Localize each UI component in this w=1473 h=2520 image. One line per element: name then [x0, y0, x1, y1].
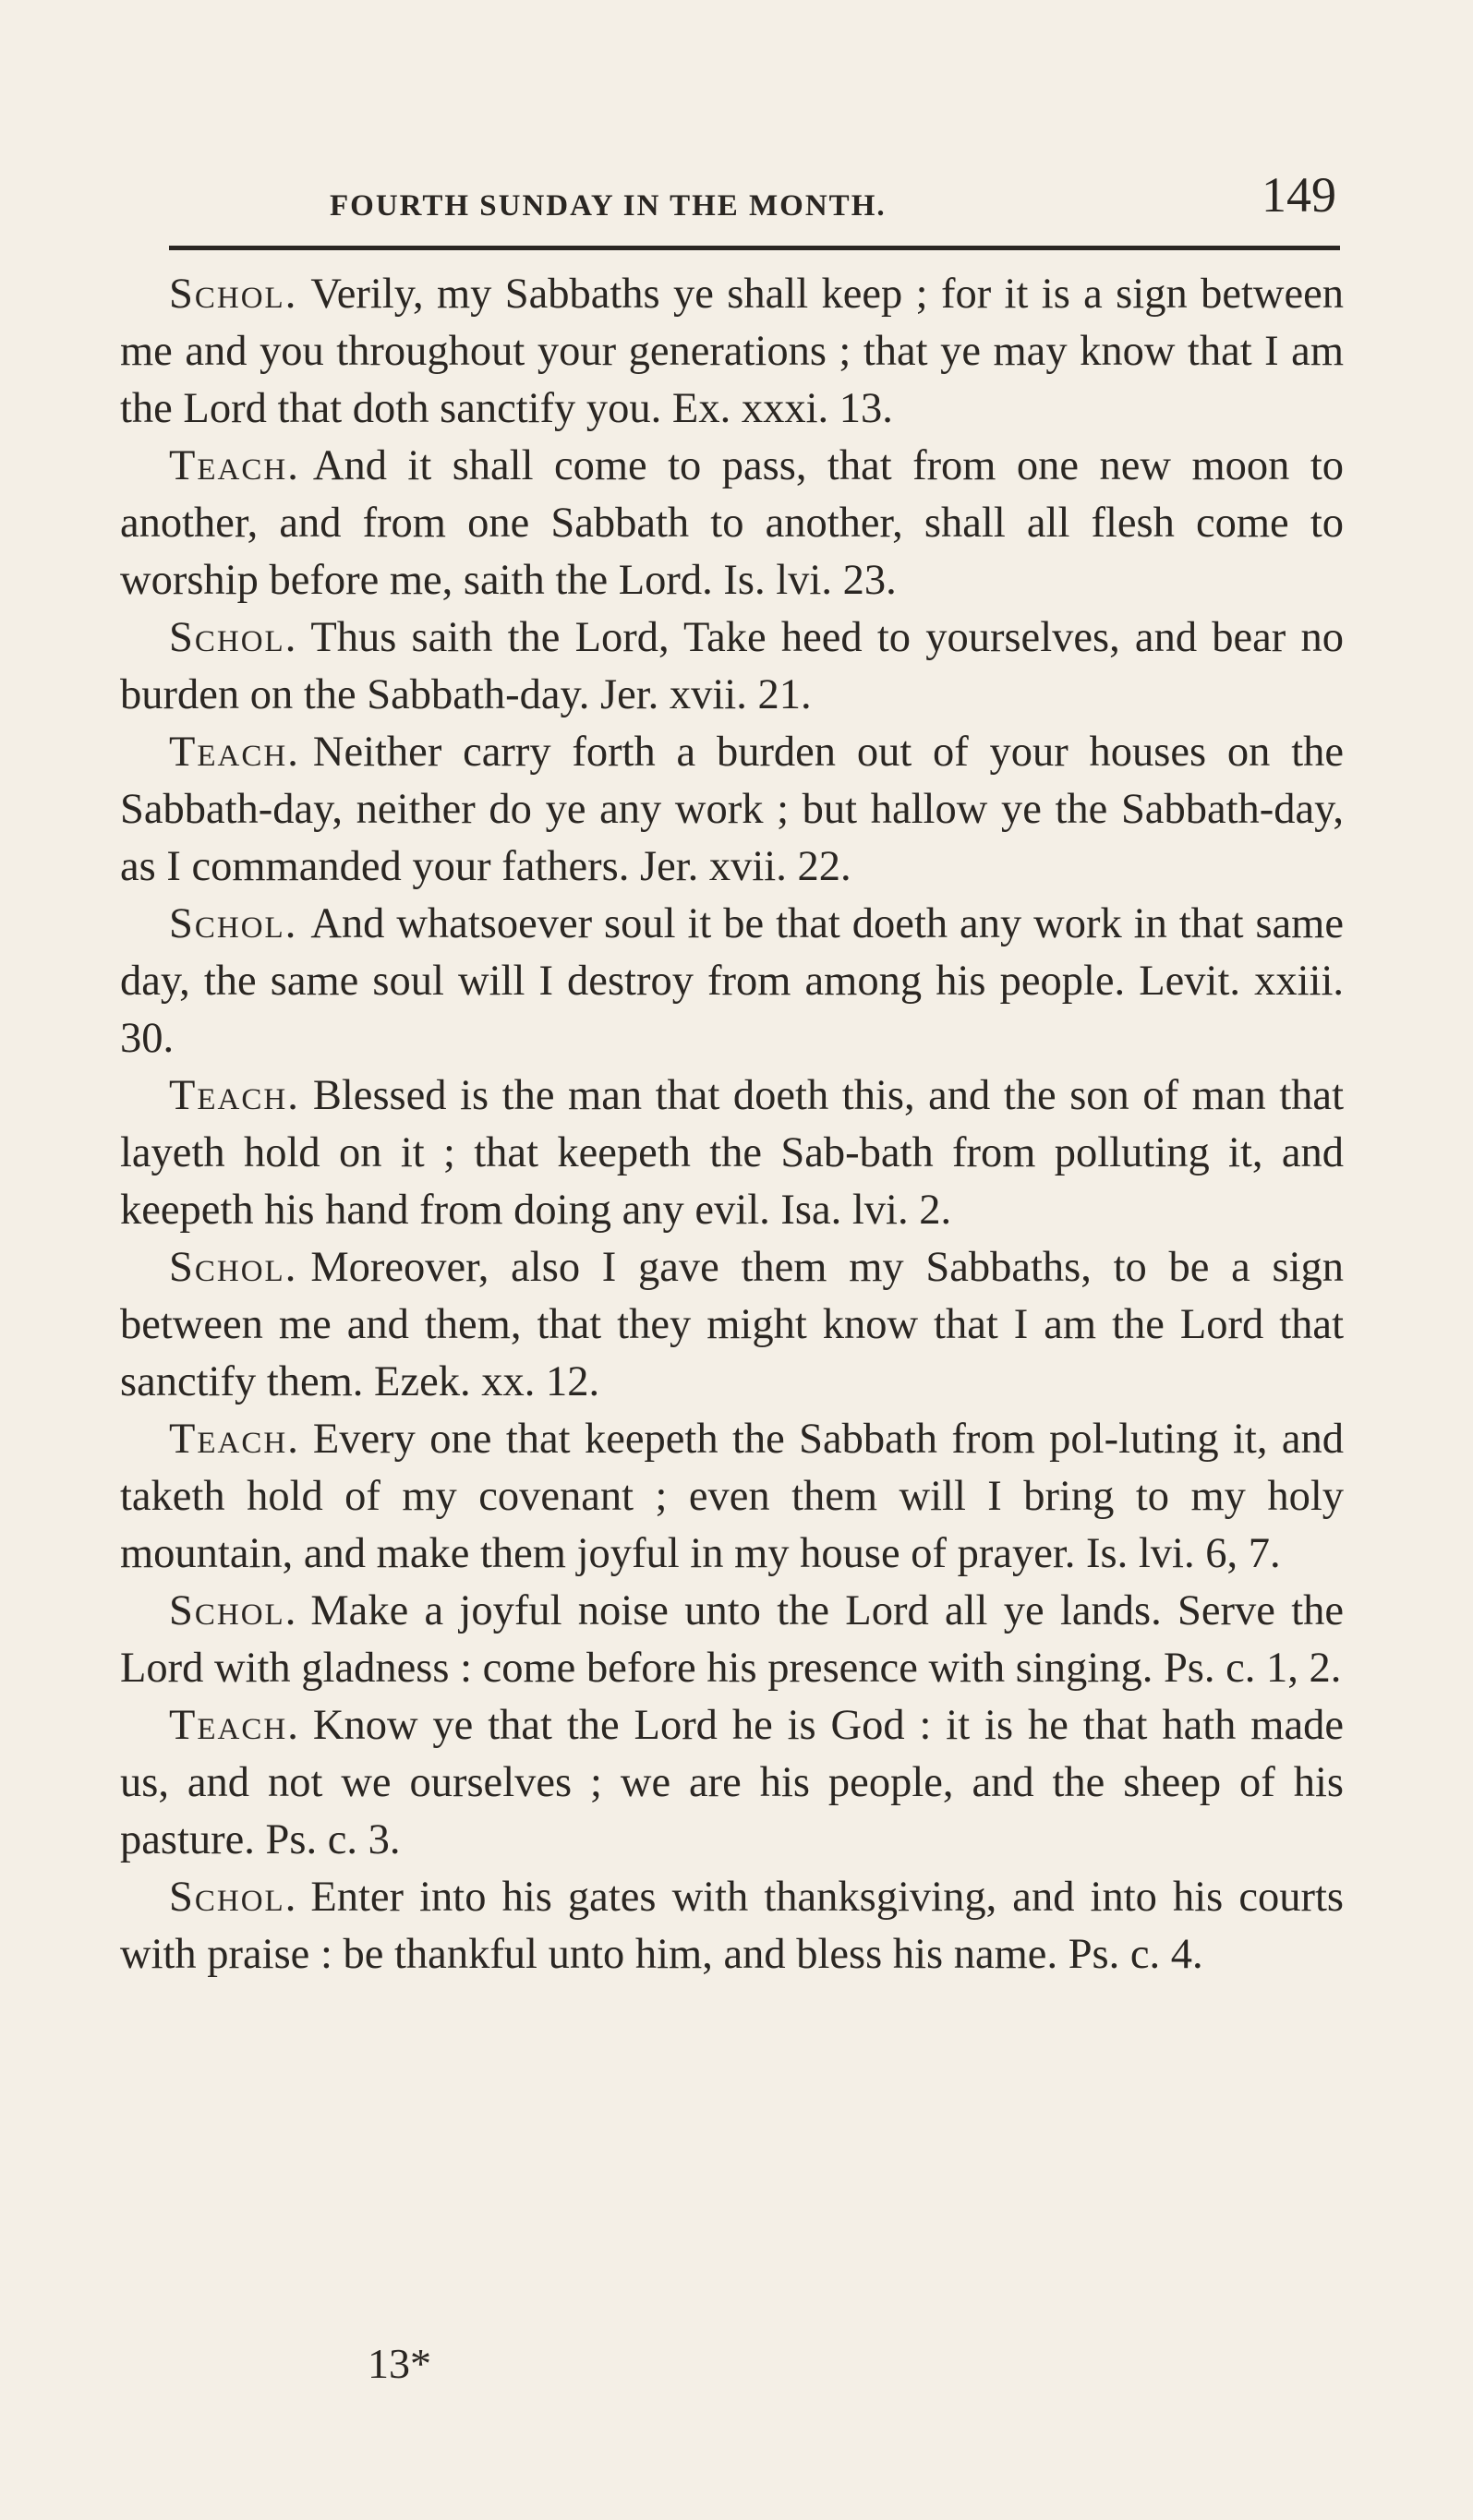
speaker-label: Schol.: [169, 1587, 298, 1634]
paragraph-text: Enter into his gates with thanksgiving, and into his courts with praise : be thankful unto him, and bless his name. Ps. c. 4.: [120, 1874, 1344, 1978]
dialogue-paragraph: [120, 1583, 1344, 1697]
dialogue-paragraph: [120, 724, 1344, 896]
paragraph-text: Moreover, also I gave them my Sabbaths, to be a sign between me and them, that they might know that I am the Lord that sanctify them. Ezek. xx. 12.: [120, 1244, 1344, 1405]
paragraph-text: Every one that keepeth the Sabbath from pol-luting it, and taketh hold of my covenant ; even them will I bring to my holy mountain, and make them joyful in my house of prayer. Is. lvi. 6, 7.: [120, 1416, 1344, 1577]
speaker-label: Teach.: [169, 1702, 300, 1749]
dialogue-paragraph: [120, 1869, 1344, 1983]
signature-mark: 13*: [368, 2340, 431, 2387]
paragraph-text: Blessed is the man that doeth this, and the son of man that layeth hold on it ; that keepeth the Sab-bath from polluting it, and keepeth his hand from doing any evil. Isa. lvi. 2.: [120, 1072, 1344, 1234]
speaker-label: Schol.: [169, 1244, 298, 1291]
speaker-label: Teach.: [169, 1416, 300, 1463]
speaker-label: Schol.: [169, 900, 298, 947]
speaker-label: Schol.: [169, 271, 298, 318]
paragraph-text: Make a joyful noise unto the Lord all ye lands. Serve the Lord with gladness : come before his presence with singing. Ps. c. 1, 2.: [120, 1587, 1344, 1692]
paragraph-text: Verily, my Sabbaths ye shall keep ; for it is a sign between me and you throughout your generations ; that ye may know that I am the Lord that doth sanctify you. Ex. xxxi. 13.: [120, 271, 1344, 432]
dialogue-paragraph: [120, 1411, 1344, 1583]
speaker-label: Schol.: [169, 614, 298, 661]
header-rule: [169, 246, 1340, 250]
dialogue-paragraph: [120, 266, 1344, 438]
paragraph-text: Neither carry forth a burden out of your houses on the Sabbath-day, neither do ye any work ; but hallow ye the Sabbath-day, as I commanded your fathers. Jer. xvii. 22.: [120, 729, 1344, 890]
speaker-label: Schol.: [169, 1874, 298, 1921]
speaker-label: Teach.: [169, 1072, 300, 1119]
dialogue-paragraph: [120, 1239, 1344, 1411]
paragraph-text: And it shall come to pass, that from one new moon to another, and from one Sabbath to another, shall all flesh come to worship before me, saith the Lord. Is. lvi. 23.: [120, 442, 1344, 604]
dialogue-paragraph: [120, 609, 1344, 724]
page-body: [120, 266, 1344, 1983]
dialogue-paragraph: [120, 896, 1344, 1067]
paragraph-text: Thus saith the Lord, Take heed to yourselves, and bear no burden on the Sabbath-day. Jer. xvii. 21.: [120, 614, 1344, 718]
dialogue-paragraph: [120, 438, 1344, 609]
dialogue-paragraph: [120, 1697, 1344, 1869]
page-number: 149: [1262, 167, 1336, 223]
running-title: FOURTH SUNDAY IN THE MONTH.: [330, 189, 887, 223]
speaker-label: Teach.: [169, 442, 300, 489]
dialogue-paragraph: [120, 1067, 1344, 1239]
paragraph-text: Know ye that the Lord he is God : it is he that hath made us, and not we ourselves ; we are his people, and the sheep of his pasture. Ps. c. 3.: [120, 1702, 1344, 1863]
speaker-label: Teach.: [169, 729, 300, 776]
paragraph-text: And whatsoever soul it be that doeth any work in that same day, the same soul will I destroy from among his people. Levit. xxiii. 30.: [120, 900, 1344, 1062]
